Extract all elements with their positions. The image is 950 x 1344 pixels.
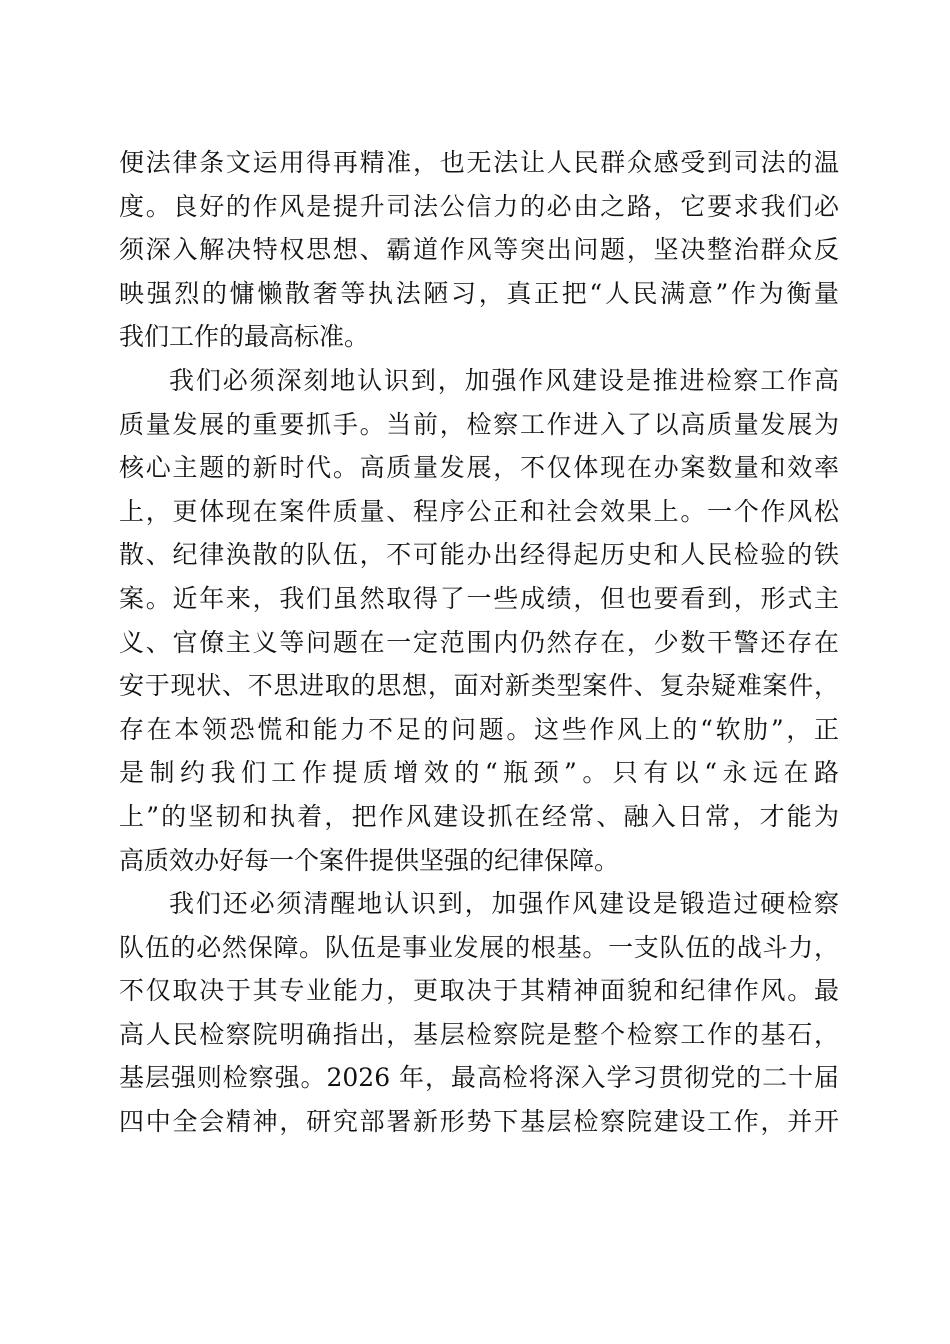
text-line: 核心主题的新时代。高质量发展，不仅体现在办案数量和效率 [119, 453, 839, 483]
text-line: 四中全会精神，研究部署新形势下基层检察院建设工作，并开 [119, 1107, 839, 1137]
text-line: 基层强则检察强。2026 年，最高检将深入学习贯彻党的二十届 [119, 1063, 839, 1093]
text-line: 度。良好的作风是提升司法公信力的必由之路，它要求我们必 [119, 191, 839, 221]
text-line: 案。近年来，我们虽然取得了一些成绩，但也要看到，形式主 [119, 583, 839, 613]
paragraph-first-line: 我们还必须清醒地认识到，加强作风建设是锻造过硬检察 [169, 889, 839, 919]
text-line: 存在本领恐慌和能力不足的问题。这些作风上的“软肋”，正 [119, 714, 839, 744]
text-line: 上，更体现在案件质量、程序公正和社会效果上。一个作风松 [119, 496, 839, 526]
text-line: 义、官僚主义等问题在一定范围内仍然存在，少数干警还存在 [119, 627, 839, 657]
text-line: 须深入解决特权思想、霸道作风等突出问题，坚决整治群众反 [119, 235, 839, 265]
text-line: 上”的坚韧和执着，把作风建设抓在经常、融入日常，才能为 [119, 801, 839, 831]
text-line: 高人民检察院明确指出，基层检察院是整个检察工作的基石， [119, 1019, 839, 1049]
text-line: 安于现状、不思进取的思想，面对新类型案件、复杂疑难案件， [119, 671, 839, 701]
text-line: 便法律条文运用得再精准，也无法让人民群众感受到司法的温 [119, 148, 839, 177]
text-line: 是制约我们工作提质增效的“瓶颈”。只有以“永远在路 [119, 758, 839, 788]
text-line: 映强烈的慵懒散奢等执法陋习，真正把“人民满意”作为衡量 [119, 278, 839, 308]
text-line: 队伍的必然保障。队伍是事业发展的根基。一支队伍的战斗力， [119, 932, 839, 962]
text-line: 不仅取决于其专业能力，更取决于其精神面貌和纪律作风。最 [119, 976, 839, 1006]
text-line: 高质效办好每一个案件提供坚强的纪律保障。 [119, 845, 620, 875]
text-line: 我们工作的最高标准。 [119, 322, 370, 352]
text-line: 质量发展的重要抓手。当前，检察工作进入了以高质量发展为 [119, 409, 839, 439]
paragraph-first-line: 我们必须深刻地认识到，加强作风建设是推进检察工作高 [169, 365, 839, 395]
body-text [119, 141, 839, 1144]
text-line: 散、纪律涣散的队伍，不可能办出经得起历史和人民检验的铁 [119, 540, 839, 570]
